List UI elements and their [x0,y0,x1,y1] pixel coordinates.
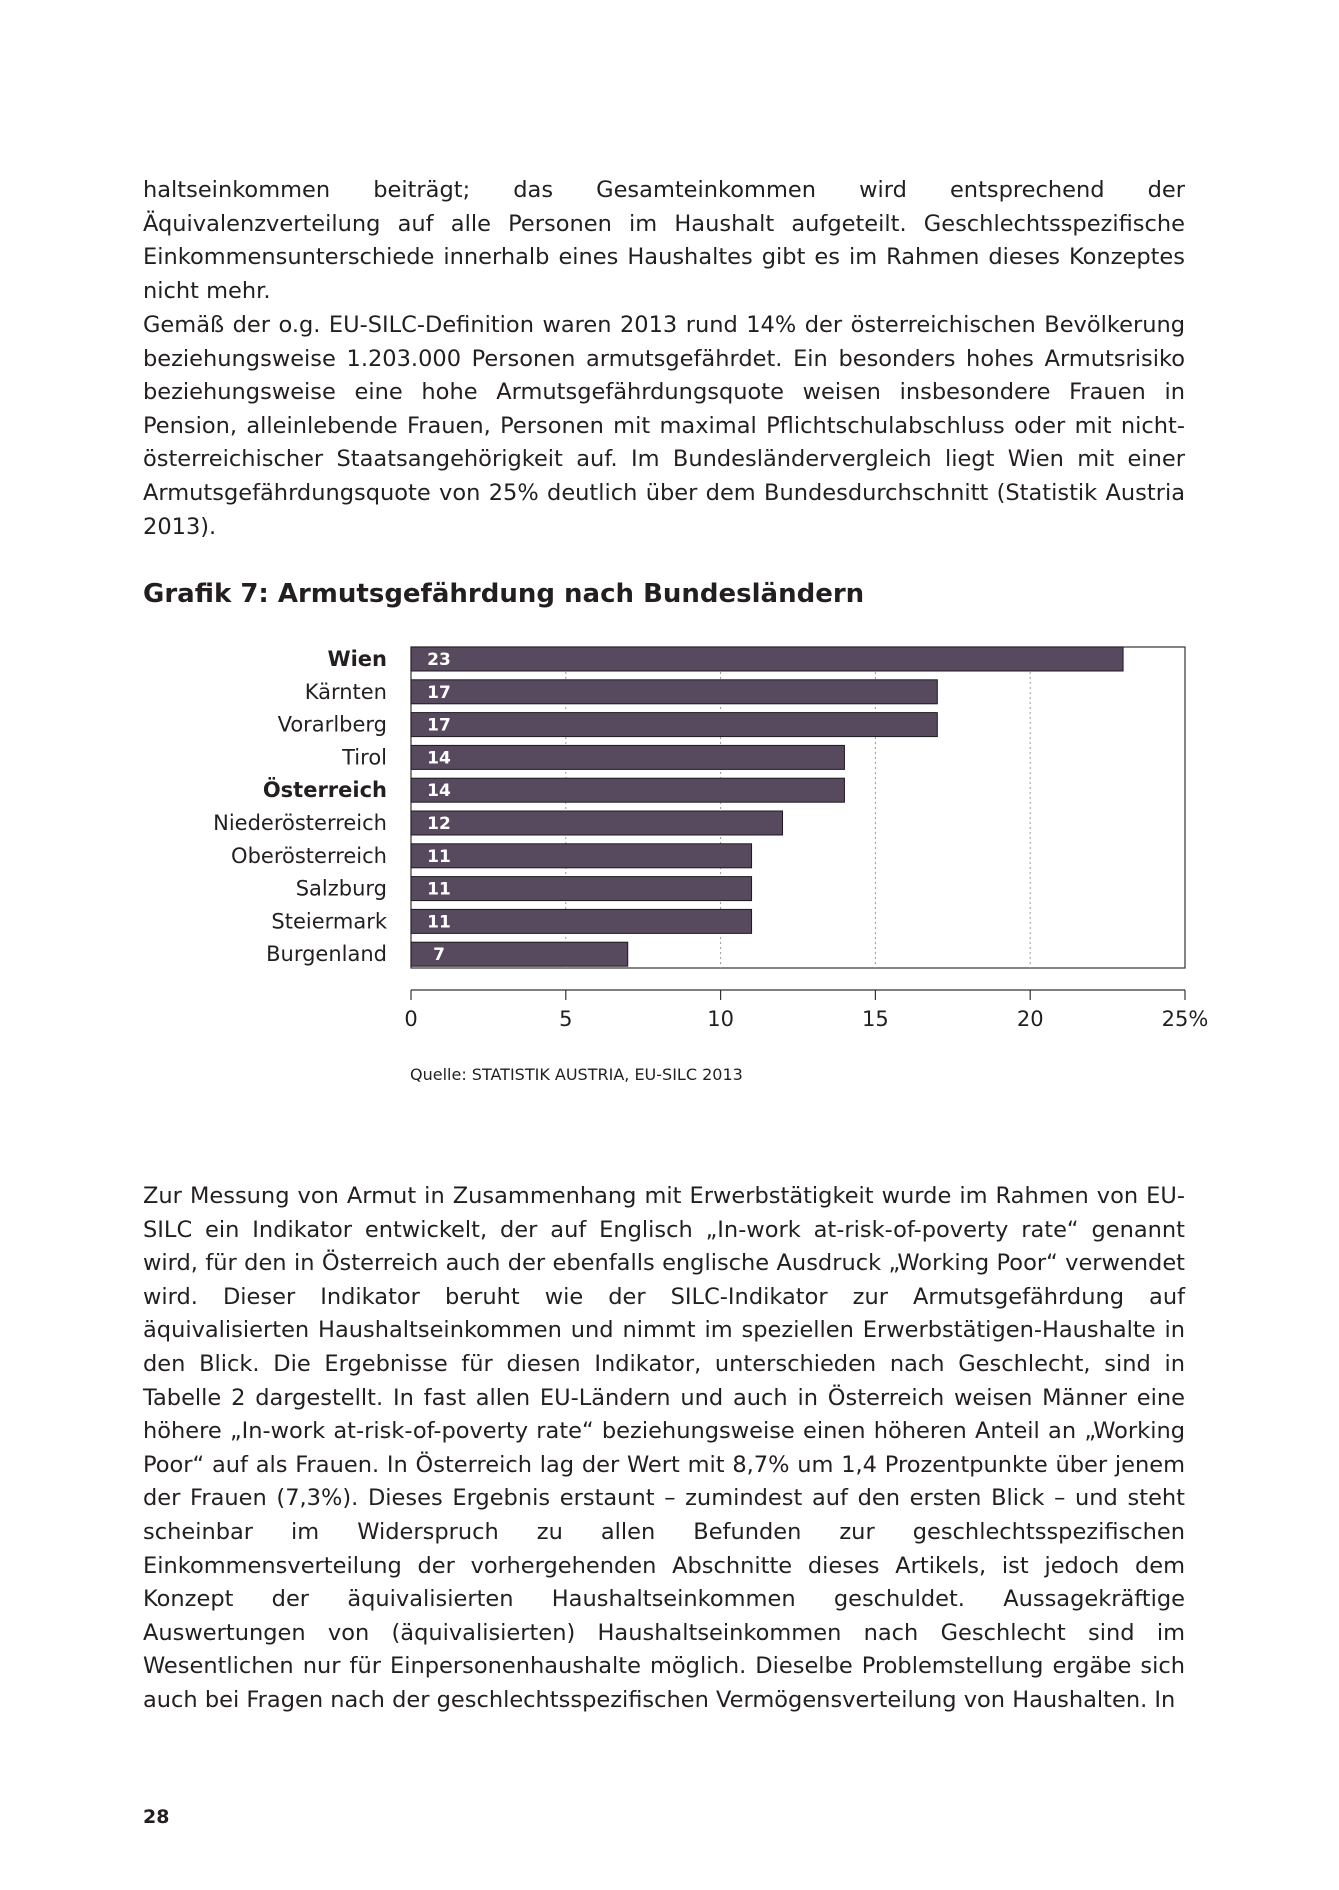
x-tick-label: 20 [1016,1007,1044,1031]
x-tick-label: 25% [1161,1007,1209,1031]
bar-value-label: 14 [427,781,451,802]
bar-value-label: 17 [427,682,451,703]
bar-value-label: 11 [427,912,451,933]
bar-value-label: 11 [427,879,451,900]
chart-title: Grafik 7: Armutsgefährdung nach Bundesländern [143,579,865,609]
bar-1 [411,647,1123,671]
x-tick-label: 15 [862,1007,889,1031]
bar-value-label: 23 [427,650,451,670]
bar-value-label: 12 [427,814,451,834]
bar-7 [411,844,752,868]
bar-value-label: 7 [433,945,445,966]
paragraph-intro: haltseinkommen beiträgt; das Gesamteinkommen wird entsprechend der Äquivalenzverteilung auf alle Personen im Haushalt aufgeteilt. Geschlechtsspezifische Einkommensunterschiede innerhalb eines Haushaltes gibt es im Rahmen dieses Konzeptes nicht mehr. [143,177,1185,304]
category-label: Kärnten [304,679,387,704]
category-label: Vorarlberg [277,712,387,737]
chart-source: Quelle: STATISTIK AUSTRIA, EU-SILC 2013 [410,1065,743,1084]
x-tick-label: 10 [707,1007,734,1031]
x-tick-label: 0 [404,1007,418,1031]
bar-4 [411,745,844,769]
page-number: 28 [143,1806,170,1828]
category-label: Burgenland [266,942,387,967]
category-label: Steiermark [271,909,387,934]
bar-3 [411,713,937,737]
category-label: Österreich [262,778,387,803]
bar-2 [411,680,937,704]
bar-value-label: 11 [427,846,451,867]
x-tick-label: 5 [559,1007,573,1031]
paragraph-poverty-stats: Gemäß der o.g. EU-SILC-Definition waren 2013 rund 14% der österreichischen Bevölkerung beziehungsweise 1.203.000 Personen armutsgefährdet. Ein besonders hohes Armutsrisiko beziehungsweise eine hohe Armutsgefährdungsquote weisen insbesondere Frauen in Pension, alleinlebende Frauen, Personen mit maximal Pflichtschulabschluss oder mit nicht-österreichischer Staatsangehörigkeit auf. Im Bundesländervergleich liegt Wien mit einer Armutsgefährdungsquote von 25% deutlich über dem Bundesdurchschnitt (Statistik Austria 2013). [143,312,1185,540]
bar-value-label: 14 [427,748,451,769]
paragraph-working-poor: Zur Messung von Armut in Zusammenhang mit Erwerbstätigkeit wurde im Rahmen von EU-SILC ein Indikator entwickelt, der auf Englisch „In-work at-risk-of-poverty rate“ genannt wird, für den in Österreich auch der ebenfalls englische Ausdruck „Working Poor“ verwendet wird. Dieser Indikator beruht wie der SILC-Indikator zur Armutsgefährdung auf äquivalisierten Haushaltseinkommen und nimmt im speziellen Erwerbstätigen-Haushalte in den Blick. Die Ergebnisse für diesen Indikator, unterschieden nach Geschlecht, sind in Tabelle 2 dargestellt. In fast allen EU-Ländern und auch in Österreich weisen Männer eine höhere „In-work at-risk-of-poverty rate“ beziehungsweise einen höheren Anteil an „Working Poor“ auf als Frauen. In Österreich lag der Wert mit 8,7% um 1,4 Prozentpunkte über jenem der Frauen (7,3%). Dieses Ergebnis erstaunt – zumindest auf den ersten Blick – und steht scheinbar im Widerspruch zu allen Befunden zur geschlechtsspezifischen Einkommensverteilung der vorhergehenden Abschnitte dieses Artikels, ist jedoch dem Konzept der äquivalisierten Haushaltseinkommen geschuldet. Aussagekräftige Auswertungen von (äquivalisierten) Haushaltseinkommen nach Geschlecht sind im Wesentlichen nur für Einpersonenhaushalte möglich. Dieselbe Problemstellung ergäbe sich auch bei Fragen nach der geschlechtsspezifischen Vermögensverteilung von Haushalten. In [143,1183,1185,1713]
bar-8 [411,877,752,901]
category-label: Salzburg [295,876,387,901]
bar-6 [411,811,783,835]
category-label: Wien [327,647,387,671]
bar-value-label: 17 [427,715,451,736]
bar-5 [411,778,844,802]
bar-9 [411,909,752,933]
category-label: Oberösterreich [231,843,387,868]
category-label: Niederösterreich [213,811,387,835]
category-label: Tirol [342,745,387,770]
